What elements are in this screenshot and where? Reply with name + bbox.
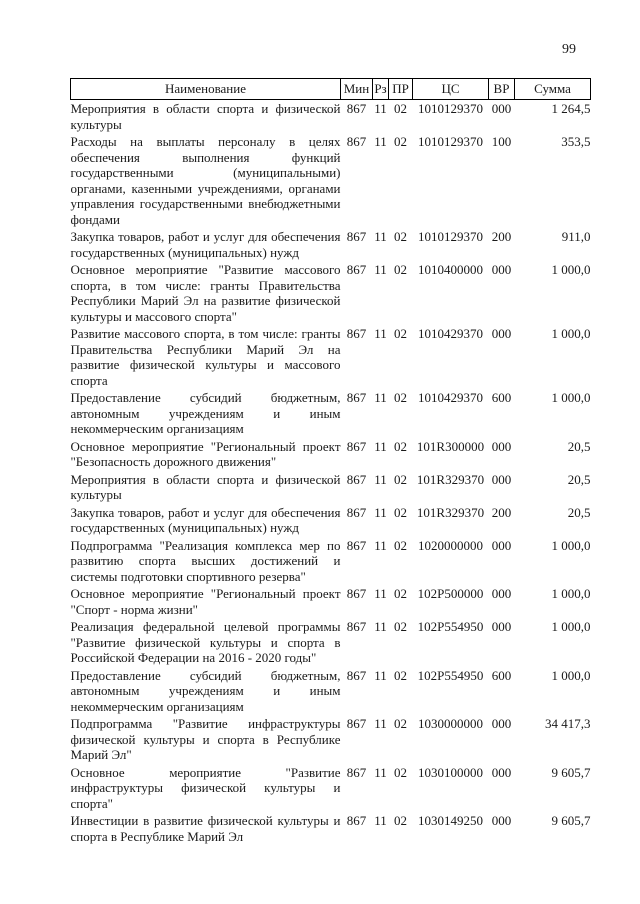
cell-sum: 1 000,0 xyxy=(551,619,591,634)
cell-pr: 02 xyxy=(394,262,407,277)
cell-sum: 1 000,0 xyxy=(551,326,591,341)
header-min: Мин xyxy=(341,79,373,100)
cell-sum: 34 417,3 xyxy=(545,716,591,731)
cell-vr: 000 xyxy=(491,619,512,634)
cell-min: 867 xyxy=(346,537,367,553)
cell-name: Подпрограмма "Развитие инфраструктуры физической культуры и спорта в Республике Марий Эл" xyxy=(70,716,341,762)
page-number: 99 xyxy=(562,42,576,57)
cell-rz: 11 xyxy=(374,537,387,553)
table-header xyxy=(71,79,591,100)
cell-sum: 20,5 xyxy=(567,504,591,520)
cell-rz: 11 xyxy=(374,326,387,341)
cell-min: 867 xyxy=(346,390,367,405)
cell-rz: 11 xyxy=(374,504,387,520)
cell-sum: 1 000,0 xyxy=(551,586,591,601)
cell-name: Реализация федеральной целевой программы "Развитие физической культуры и спорта в Российской Федерации на 2016 - 2020 годы" xyxy=(70,619,341,665)
table-row xyxy=(71,764,591,813)
header-rz: Рз xyxy=(373,79,389,100)
cell-vr: 000 xyxy=(491,813,512,828)
cell-cs: 1030000000 xyxy=(418,716,483,731)
cell-vr: 600 xyxy=(491,667,512,683)
cell-cs: 101R329370 xyxy=(416,504,485,520)
table-row xyxy=(71,537,591,586)
cell-pr: 02 xyxy=(394,390,407,405)
table-row xyxy=(71,715,591,764)
header-cs: ЦС xyxy=(413,79,489,100)
cell-sum: 9 605,7 xyxy=(551,764,591,780)
cell-sum: 1 000,0 xyxy=(551,537,591,553)
cell-vr: 200 xyxy=(491,504,512,520)
cell-min: 867 xyxy=(346,813,367,828)
header-pr: ПР xyxy=(389,79,413,100)
cell-cs: 1010400000 xyxy=(418,262,483,277)
table-row xyxy=(71,228,591,261)
cell-rz: 11 xyxy=(374,390,387,405)
cell-rz: 11 xyxy=(374,813,387,828)
table-row xyxy=(71,438,591,471)
table-row xyxy=(71,325,591,389)
cell-min: 867 xyxy=(346,229,367,244)
cell-name: Развитие массового спорта, в том числе: гранты Правительства Республики Марий Эл на развитие физической культуры и массового спорта xyxy=(70,326,341,388)
cell-name: Подпрограмма "Реализация комплекса мер по развитию спорта высших достижений и системы подготовки спортивного резерва" xyxy=(70,537,341,584)
cell-cs: 1010129370 xyxy=(418,229,483,244)
cell-name: Закупка товаров, работ и услуг для обеспечения государственных (муниципальных) нужд xyxy=(70,504,341,535)
cell-rz: 11 xyxy=(374,229,387,244)
cell-sum: 1 000,0 xyxy=(551,667,591,683)
cell-min: 867 xyxy=(346,764,367,780)
header-sum: Сумма xyxy=(515,79,591,100)
cell-vr: 100 xyxy=(491,134,512,149)
cell-vr: 000 xyxy=(491,438,512,454)
cell-min: 867 xyxy=(346,619,367,634)
cell-vr: 200 xyxy=(491,229,512,244)
cell-rz: 11 xyxy=(374,101,387,116)
cell-cs: 1030100000 xyxy=(418,764,483,780)
cell-cs: 101R300000 xyxy=(416,438,485,454)
cell-sum: 353,5 xyxy=(561,134,591,149)
cell-cs: 1030149250 xyxy=(418,813,483,828)
cell-pr: 02 xyxy=(394,504,407,520)
cell-pr: 02 xyxy=(394,438,407,454)
cell-pr: 02 xyxy=(394,134,407,149)
cell-pr: 02 xyxy=(394,667,407,683)
cell-name: Предоставление субсидий бюджетным, автономным учреждениям и иным некоммерческим организациям xyxy=(70,667,341,714)
cell-cs: 102P554950 xyxy=(417,667,484,683)
cell-cs: 1010129370 xyxy=(418,134,483,149)
cell-min: 867 xyxy=(346,326,367,341)
cell-rz: 11 xyxy=(374,134,387,149)
cell-min: 867 xyxy=(346,586,367,601)
cell-sum: 1 000,0 xyxy=(551,390,591,405)
cell-rz: 11 xyxy=(374,716,387,731)
cell-name: Мероприятия в области спорта и физической культуры xyxy=(70,471,341,502)
cell-sum: 20,5 xyxy=(567,438,591,454)
cell-pr: 02 xyxy=(394,326,407,341)
cell-vr: 000 xyxy=(491,101,512,116)
table-row xyxy=(71,261,591,325)
cell-rz: 11 xyxy=(374,262,387,277)
cell-cs: 102P554950 xyxy=(417,619,484,634)
cell-vr: 000 xyxy=(491,586,512,601)
cell-pr: 02 xyxy=(394,537,407,553)
cell-min: 867 xyxy=(346,471,367,487)
cell-min: 867 xyxy=(346,438,367,454)
cell-sum: 20,5 xyxy=(567,471,591,487)
cell-name: Основное мероприятие "Развитие инфраструктуры физической культуры и спорта" xyxy=(70,764,341,811)
cell-rz: 11 xyxy=(374,586,387,601)
cell-min: 867 xyxy=(346,667,367,683)
cell-name: Расходы на выплаты персоналу в целях обеспечения выполнения функций государственными (муниципальными) органами, казенными учреждениями, органами управления государственными внебюджетными фондами xyxy=(70,134,341,227)
cell-name: Основное мероприятие "Развитие массового спорта, в том числе: гранты Правительства Республики Марий Эл на развитие физической культуры и массового спорта" xyxy=(70,262,341,324)
cell-name: Инвестиции в развитие физической культуры и спорта в Республике Марий Эл xyxy=(70,813,341,844)
table-row xyxy=(71,471,591,504)
cell-min: 867 xyxy=(346,101,367,116)
table-row xyxy=(71,504,591,537)
cell-vr: 000 xyxy=(491,326,512,341)
table-row xyxy=(71,667,591,716)
cell-vr: 600 xyxy=(491,390,512,405)
cell-rz: 11 xyxy=(374,764,387,780)
budget-table xyxy=(70,78,591,845)
header-vr: ВР xyxy=(489,79,515,100)
cell-rz: 11 xyxy=(374,667,387,683)
cell-vr: 000 xyxy=(491,716,512,731)
cell-vr: 000 xyxy=(491,537,512,553)
cell-name: Основное мероприятие "Региональный проект "Спорт - норма жизни" xyxy=(70,586,341,617)
cell-min: 867 xyxy=(346,504,367,520)
cell-vr: 000 xyxy=(491,471,512,487)
cell-sum: 911,0 xyxy=(561,229,591,244)
cell-rz: 11 xyxy=(374,619,387,634)
cell-cs: 1010129370 xyxy=(418,101,483,116)
cell-cs: 101R329370 xyxy=(416,471,485,487)
cell-pr: 02 xyxy=(394,764,407,780)
cell-pr: 02 xyxy=(394,586,407,601)
cell-pr: 02 xyxy=(394,101,407,116)
cell-sum: 9 605,7 xyxy=(551,813,591,828)
cell-pr: 02 xyxy=(394,229,407,244)
cell-min: 867 xyxy=(346,716,367,731)
cell-rz: 11 xyxy=(374,471,387,487)
cell-vr: 000 xyxy=(491,764,512,780)
cell-rz: 11 xyxy=(374,438,387,454)
cell-min: 867 xyxy=(346,134,367,149)
cell-name: Предоставление субсидий бюджетным, автономным учреждениям и иным некоммерческим организациям xyxy=(70,390,341,436)
cell-pr: 02 xyxy=(394,716,407,731)
table-row xyxy=(71,133,591,228)
header-name: Наименование xyxy=(71,79,341,100)
table-row xyxy=(71,100,591,134)
cell-cs: 102P500000 xyxy=(417,586,484,601)
table-body xyxy=(71,100,591,846)
cell-name: Закупка товаров, работ и услуг для обеспечения государственных (муниципальных) нужд xyxy=(70,229,341,260)
cell-pr: 02 xyxy=(394,619,407,634)
cell-cs: 1020000000 xyxy=(418,537,483,553)
cell-pr: 02 xyxy=(394,813,407,828)
cell-name: Основное мероприятие "Региональный проект "Безопасность дорожного движения" xyxy=(70,438,341,469)
cell-pr: 02 xyxy=(394,471,407,487)
table-row xyxy=(71,812,591,845)
cell-min: 867 xyxy=(346,262,367,277)
cell-sum: 1 000,0 xyxy=(551,262,591,277)
cell-cs: 1010429370 xyxy=(418,326,483,341)
cell-cs: 1010429370 xyxy=(418,390,483,405)
cell-name: Мероприятия в области спорта и физической культуры xyxy=(70,101,341,132)
table-row xyxy=(71,389,591,438)
table-row xyxy=(71,618,591,667)
cell-sum: 1 264,5 xyxy=(551,101,591,116)
table-row xyxy=(71,585,591,618)
cell-vr: 000 xyxy=(491,262,512,277)
